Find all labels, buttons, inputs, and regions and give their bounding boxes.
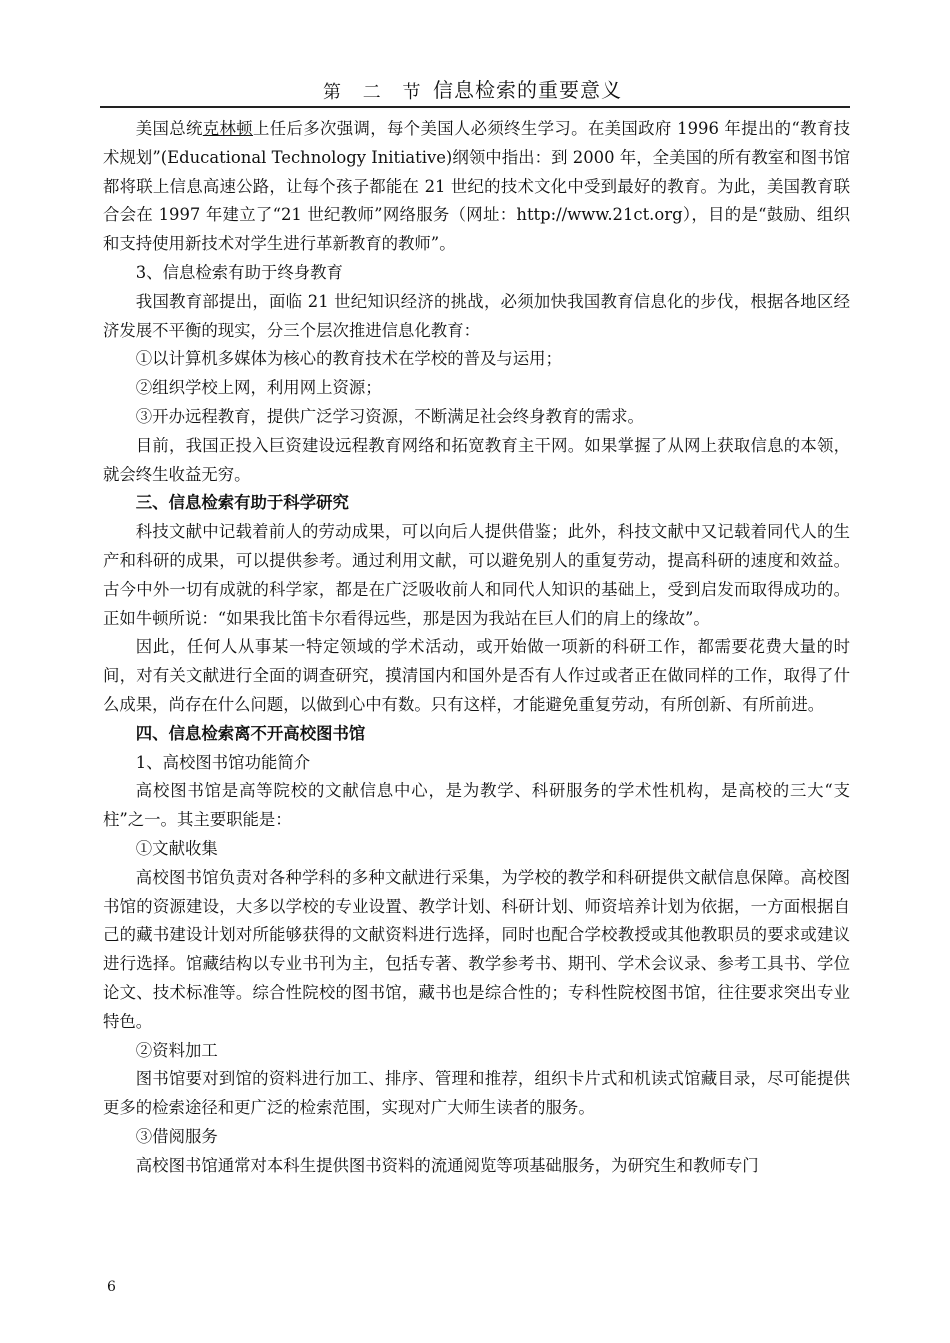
paragraph: 高校图书馆是高等院校的文献信息中心，是为教学、科研服务的学术性机构，是高校的三大“支柱”之一。其主要职能是： <box>103 781 850 830</box>
paragraph: ②组织学校上网，利用网上资源； <box>135 378 382 398</box>
paragraph: 目前，我国正投入巨资建设远程教育网络和拓宽教育主干网。如果掌握了从网上获取信息的本领，就会终生收益无穷。 <box>103 435 850 484</box>
section-title: 信息检索的重要意义 <box>433 78 622 102</box>
body-text <box>103 115 850 1180</box>
paragraph: 图书馆要对到馆的资料进行加工、排序、管理和推荐，组织卡片式和机读式馆藏目录，尽可能提供更多的检索途径和更广泛的检索范围，实现对广大师生读者的服务。 <box>103 1069 850 1118</box>
page-number: 6 <box>107 1279 116 1295</box>
paragraph: ②资料加工 <box>135 1040 218 1060</box>
running-header <box>100 76 850 108</box>
paragraph: ③借阅服务 <box>135 1126 218 1146</box>
paragraph: 我国教育部提出，面临 21 世纪知识经济的挑战，必须加快我国教育信息化的步伐，根据各地区经济发展不平衡的现实，分三个层次推进信息化教育： <box>103 291 850 340</box>
paragraph: 因此，任何人从事某一特定领域的学术活动，或开始做一项新的科研工作，都需要花费大量的时间，对有关文献进行全面的调查研究，摸清国内和国外是否有人作过或者正在做同样的工作，取得了什么成果，尚存在什么问题，以做到心中有数。只有这样，才能避免重复劳动，有所创新、有所前进。 <box>103 637 850 714</box>
section-heading: 四、信息检索离不开高校图书馆 <box>135 723 366 743</box>
paragraph: 高校图书馆通常对本科生提供图书资料的流通阅览等项基础服务，为研究生和教师专门 <box>135 1155 759 1175</box>
paragraph: ①以计算机多媒体为核心的教育技术在学校的普及与运用； <box>135 349 562 369</box>
section-heading: 三、信息检索有助于科学研究 <box>135 493 349 513</box>
paragraph: 1、高校图书馆功能简介 <box>135 752 311 772</box>
paragraph: 3、信息检索有助于终身教育 <box>135 262 343 282</box>
paragraph: ①文献收集 <box>135 838 218 858</box>
paragraph: 美国总统克林顿上任后多次强调，每个美国人必须终生学习。在美国政府 1996 年提出的“教育技术规划”(Educational Technology Initiative)纲领中指出：到 2000 年，全美国的所有教室和图书馆都将联上信息高速公路，让每个孩子都能在 21 世纪的技术文化中受到最好的教育。为此，美国教育联合会在 1997 年建立了“21 世纪教师”网络服务（网址：http://www.21ct.org），目的是“鼓励、组织和支持使用新技术对学生进行革新教育的教师”。 <box>103 119 851 254</box>
paragraph: 科技文献中记载着前人的劳动成果，可以向后人提供借鉴；此外，科技文献中又记载着同代人的生产和科研的成果，可以提供参考。通过利用文献，可以避免别人的重复劳动，提高科研的速度和效益。古今中外一切有成就的科学家，都是在广泛吸收前人和同代人知识的基础上，受到启发而取得成功的。正如牛顿所说：“如果我比笛卡尔看得远些，那是因为我站在巨人们的肩上的缘故”。 <box>103 522 850 628</box>
paragraph: 高校图书馆负责对各种学科的多种文献进行采集，为学校的教学和科研提供文献信息保障。高校图书馆的资源建设，大多以学校的专业设置、教学计划、科研计划、师资培养计划为依据，一方面根据自己的藏书建设计划对所能够获得的文献资料进行选择，同时也配合学校教授或其他教职员的要求或建议进行选择。馆藏结构以专业书刊为主，包括专著、教学参考书、期刊、学术会议录、参考工具书、学位论文、技术标准等。综合性院校的图书馆，藏书也是综合性的；专科性院校图书馆，往往要求突出专业特色。 <box>103 867 850 1031</box>
paragraph: ③开办远程教育，提供广泛学习资源，不断满足社会终身教育的需求。 <box>135 406 644 426</box>
section-label: 第 二 节 <box>323 82 429 103</box>
